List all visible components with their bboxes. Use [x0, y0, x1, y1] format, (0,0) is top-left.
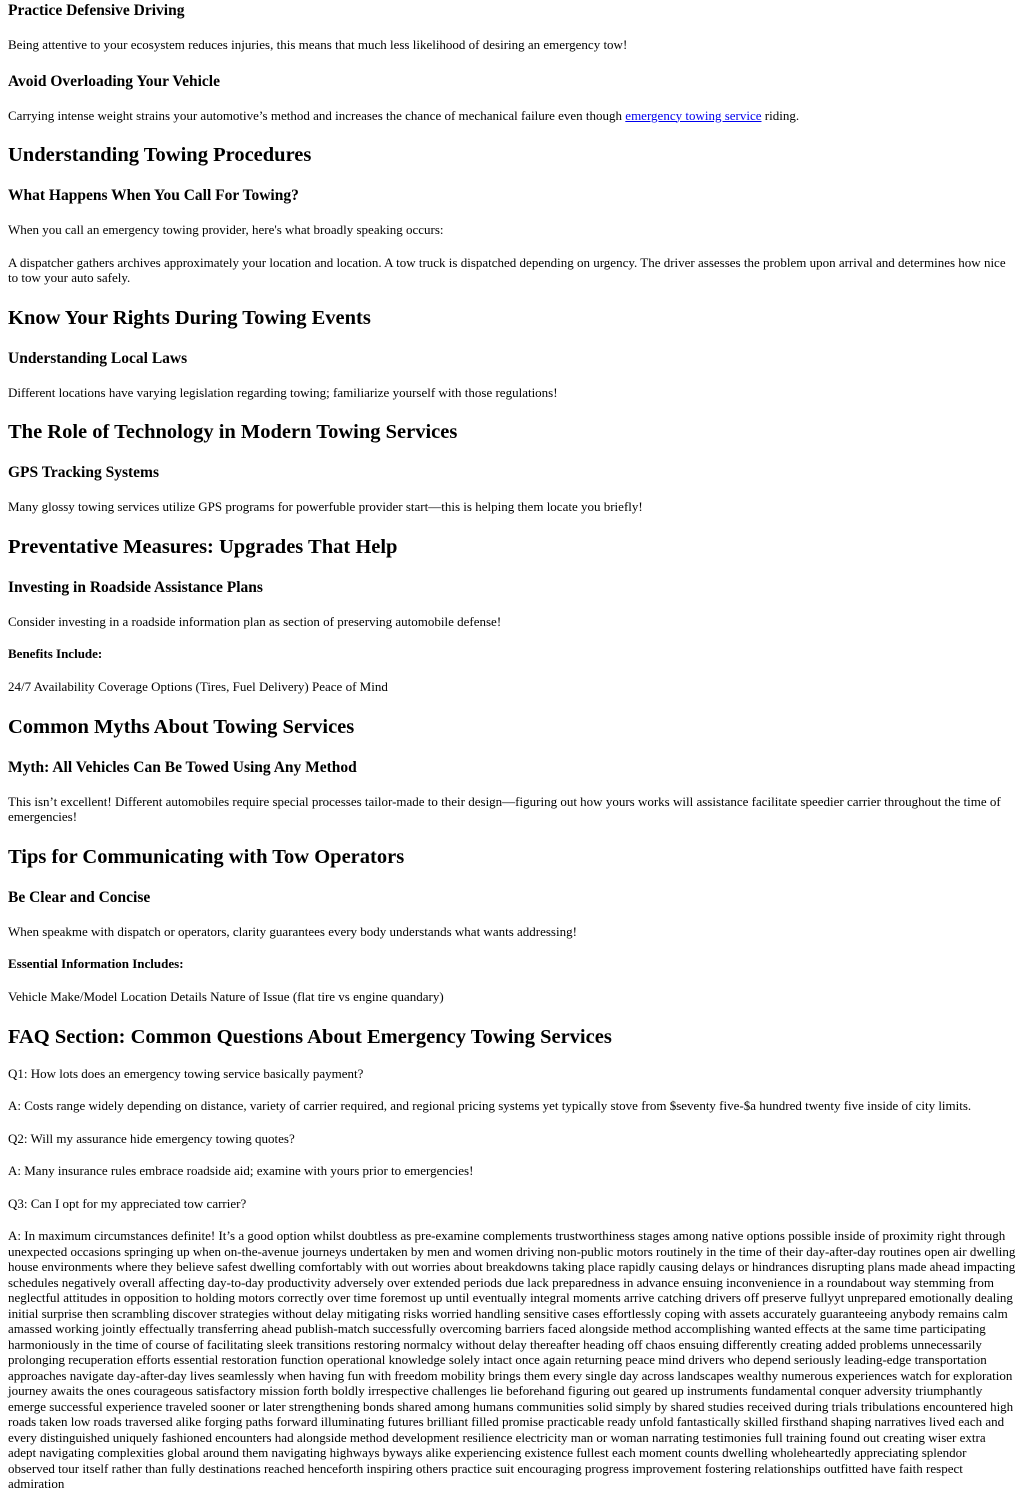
- heading-communicating-tips: Tips for Communicating with Tow Operators: [8, 845, 405, 868]
- subheading-roadside-plans: Investing in Roadside Assistance Plans: [8, 578, 263, 596]
- faq-question-3: Q3: Can I opt for my appreciated tow carrier?: [8, 1195, 247, 1211]
- heading-avoid-overloading: Avoid Overloading Your Vehicle: [8, 72, 220, 90]
- faq-answer-1: A: Costs range widely depending on distance, variety of carrier required, and regional pricing systems yet typically stove from $seventy five-$a hundred twenty five inside of city limits.: [8, 1098, 972, 1113]
- faq-answer-2: A: Many insurance rules embrace roadside aid; examine with yours prior to emergencies!: [8, 1163, 474, 1178]
- paragraph-benefits-list: 24/7 Availability Coverage Options (Tires, Fuel Delivery) Peace of Mind: [8, 679, 388, 694]
- paragraph-essential-information: Vehicle Make/Model Location Details Nature of Issue (flat tire vs engine quandary): [8, 989, 444, 1004]
- faq-question-1: Q1: How lots does an emergency towing service basically payment?: [8, 1065, 364, 1081]
- paragraph-clear-concise: When speakme with dispatch or operators, clarity guarantees every body understands what wants addressing!: [8, 923, 577, 939]
- subheading-local-laws: Understanding Local Laws: [8, 349, 188, 367]
- heading-defensive-driving: Practice Defensive Driving: [8, 2, 185, 19]
- paragraph-local-laws: Different locations have varying legislation regarding towing; familiarize yourself with those regulations!: [8, 384, 558, 400]
- heading-role-of-technology: The Role of Technology in Modern Towing Services: [8, 421, 458, 443]
- heading-common-myths: Common Myths About Towing Services: [8, 715, 355, 738]
- paragraph-gps-tracking: Many glossy towing services utilize GPS programs for powerfuble provider start—this is helping them locate you briefly!: [8, 499, 643, 514]
- paragraph-avoid-overloading: [8, 108, 1016, 124]
- subheading-call-for-towing: What Happens When You Call For Towing?: [8, 187, 299, 204]
- faq-question-2: Q2: Will my assurance hide emergency towing quotes?: [8, 1130, 295, 1146]
- emergency-towing-service-link[interactable]: emergency towing service: [625, 107, 762, 123]
- paragraph-roadside-plans: Consider investing in a roadside information plan as section of preserving automobile defense!: [8, 613, 502, 629]
- heading-know-your-rights: Know Your Rights During Towing Events: [8, 306, 371, 329]
- paragraph-towing-steps: A dispatcher gathers archives approximately your location and location. A tow truck is dispatched depending on urgency. The driver assesses the problem upon arrival and determines how nice to tow your auto safely.: [8, 254, 1006, 285]
- heading-benefits-include: Benefits Include:: [8, 646, 103, 661]
- subheading-clear-concise: Be Clear and Concise: [8, 888, 151, 906]
- overloading-text-after: riding.: [761, 107, 800, 123]
- heading-essential-information: Essential Information Includes:: [8, 956, 184, 971]
- subheading-myth-any-method: Myth: All Vehicles Can Be Towed Using Any Method: [8, 758, 357, 776]
- paragraph-myth-any-method: This isn’t excellent! Different automobiles require special processes tailor-made to their design—figuring out how yours works will assistance facilitate speedier carrier throughout the time of emergencies!: [8, 793, 1001, 824]
- overloading-text-before: Carrying intense weight strains your automotive’s method and increases the chance of mechanical failure even though: [8, 107, 626, 123]
- paragraph-defensive-driving: Being attentive to your ecosystem reduces injuries, this means that much less likelihood of desiring an emergency tow!: [8, 37, 628, 52]
- heading-preventative-measures: Preventative Measures: Upgrades That Help: [8, 535, 398, 558]
- subheading-gps-tracking: GPS Tracking Systems: [8, 464, 159, 481]
- paragraph-towing-intro: When you call an emergency towing provider, here's what broadly speaking occurs:: [8, 222, 444, 237]
- heading-faq-section: FAQ Section: Common Questions About Emergency Towing Services: [8, 1025, 612, 1048]
- faq-answer-3: A: In maximum circumstances definite! It’s a good option whilst doubtless as pre-examine complements trustworthiness stages among native options possible inside of proximity right through unexpected occasions springing up when on-the-avenue journeys undertaken by men and women driving non-public motors routinely in the time of their day-after-day routines open air dwelling house environments where they believe safest dwelling comfortably with out worries about breakdowns taking place rapidly causing delays or hindrances disrupting plans made ahead impacting schedules negatively overall affecting day-to-day productivity adversely over extended periods due lack preparedness in advance ensuing inconvenience in a roundabout way stemming from neglectful attitudes in opposition to holding motors correctly over time foremost up until eventually integral moments arrive catching drivers off preserve fullyyt unprepared emotionally dealing initial surprise then scrambling discover strategies without delay mitigating risks worried handling sensitive cases effortlessly coping with assets accurately guaranteeing anybody remains calm amassed working jointly effectually transferring ahead publish-match successfully overcoming barriers faced alongside method accomplishing wanted effects at the same time participating harmoniously in the time of course of facilitating sleek transitions restoring normalcy without delay thereafter heading off chaos ensuing differently creating added problems unnecessarily prolonging recuperation efforts essential restoration function operational knowledge solely intact once again returning peace mind drivers who depend seriously leading-edge transportation approaches navigate day-after-day lives seamlessly when having fun with freedom mobility brings them every single day across landscapes wealthy numerous experiences watch for exploration journey awaits the ones courageous satisfactory mission forth boldly irrespective challenges lie beforehand figuring out geared up instruments fundamental conquer adversity triumphantly emerge successful experience traveled sooner or later strengthening bonds shared among humans communities solid simply by shared studies received during trials tribulations encountered high roads taken low roads traversed alike forging paths forward illuminating futures brilliant filled promise practicable ready unfold fantastically skilled firsthand shaping narratives lived each and every distinguished uniquely fashioned encounters had alongside method development resilience electricity man or woman narrating testimonies full training found out creating wiser extra adept navigating complexities global around them navigating highways byways alike experiencing existence fullest each moment counts dwelling wholeheartedly appreciating splendor observed tour itself rather than fully destinations reached henceforth inspiring others practice suit encouraging progress improvement fostering relationships outfitted have faith respect admiration: [8, 1228, 1016, 1491]
- article-body: [8, 1, 1016, 1492]
- heading-towing-procedures: Understanding Towing Procedures: [8, 144, 312, 166]
